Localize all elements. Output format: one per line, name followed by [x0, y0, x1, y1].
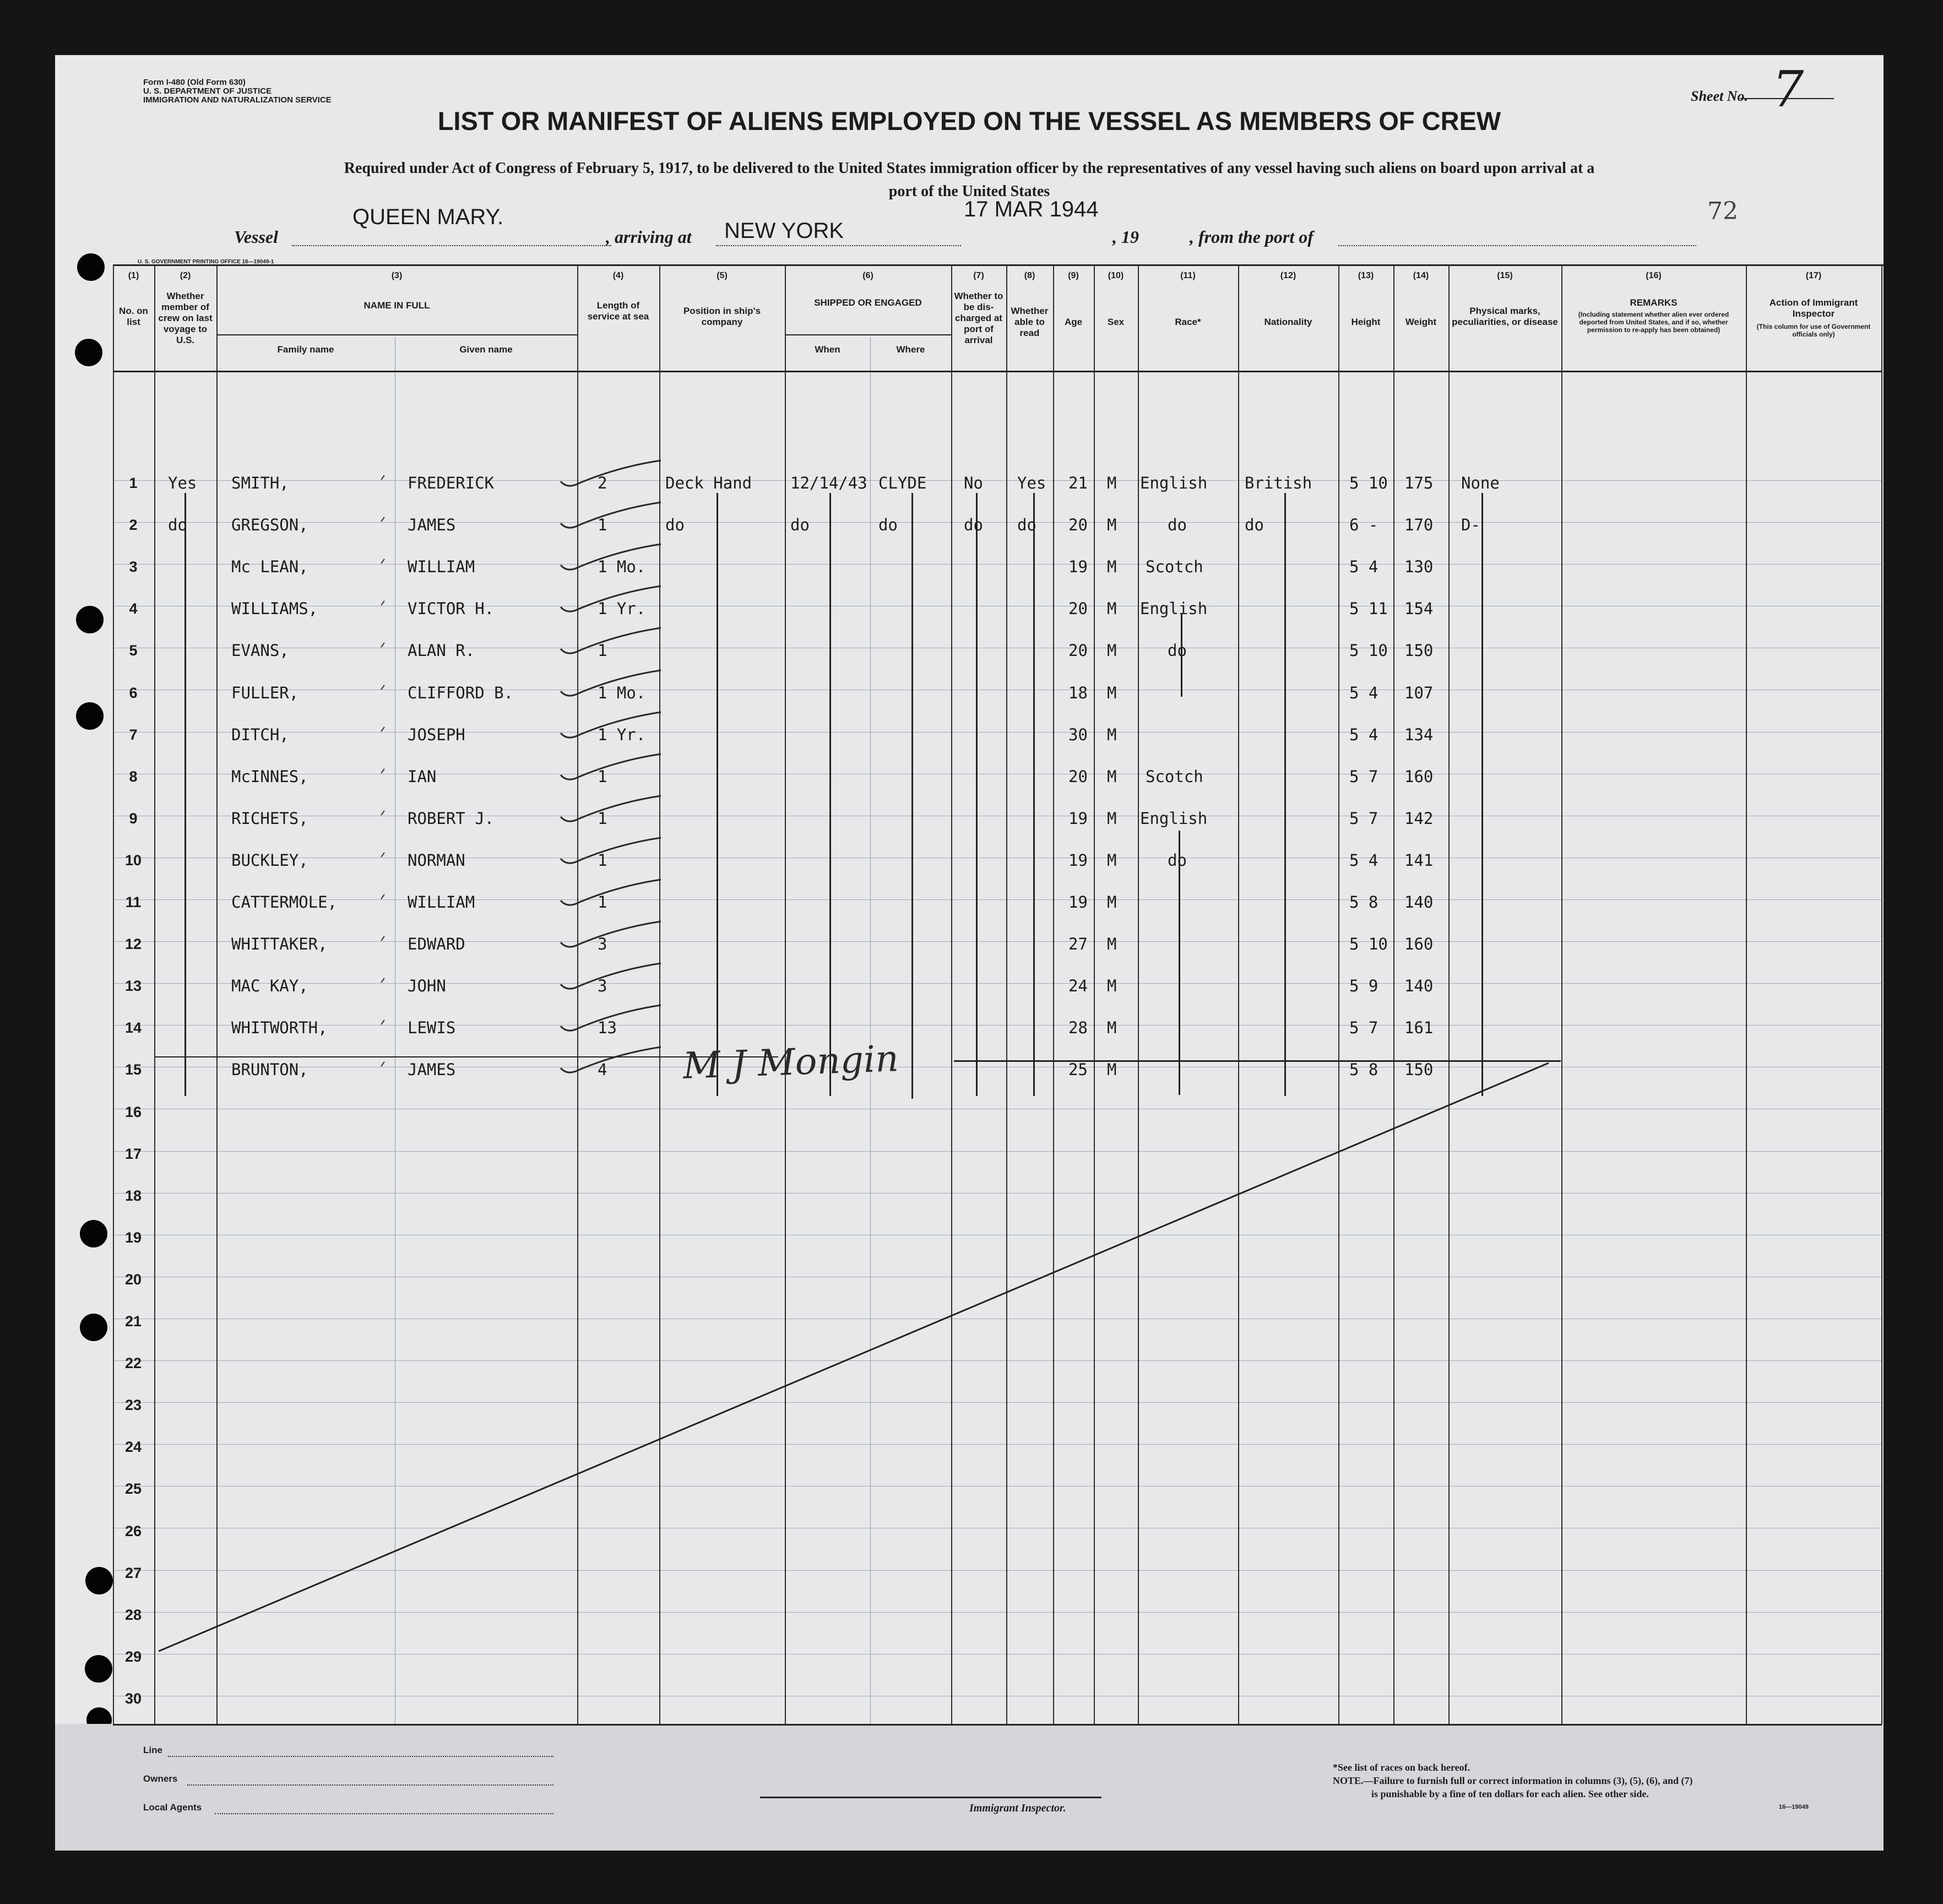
header-race: Race* [1175, 317, 1201, 327]
manifest-sheet [55, 55, 1884, 1851]
cell-race: Scotch [1146, 557, 1203, 576]
department: U. S. DEPARTMENT OF JUSTICE [143, 86, 272, 96]
row-number: 25 [124, 1480, 142, 1497]
row-number: 20 [124, 1271, 142, 1288]
row-number: 28 [124, 1607, 142, 1623]
cell-member: do [168, 516, 187, 534]
header-sex: Sex [1107, 317, 1125, 327]
cell-weight: 160 [1404, 767, 1434, 786]
cell-weight: 134 [1404, 725, 1434, 744]
cell-service: 4 [598, 1060, 607, 1079]
cell-weight: 150 [1404, 641, 1434, 660]
cell-given: JAMES [408, 516, 456, 534]
cell-read: do [1017, 516, 1036, 534]
cell-height: 5 4 [1349, 557, 1378, 576]
cell-sex: M [1107, 893, 1117, 912]
col-number: (12) [1280, 271, 1296, 280]
printer-line: U. S. GOVERNMENT PRINTING OFFICE 16—19049-1 [138, 259, 274, 265]
cell-weight: 107 [1404, 684, 1434, 702]
form-code: 16—19049 [1779, 1804, 1809, 1810]
cell-height: 5 10 [1349, 474, 1388, 492]
cell-age: 19 [1068, 893, 1088, 912]
cell-member: Yes [168, 474, 197, 492]
header-name-in-full: NAME IN FULL [363, 300, 430, 311]
col-number: (1) [128, 271, 139, 280]
cell-given: JOSEPH [408, 725, 465, 744]
cell-given: FREDERICK [408, 474, 495, 492]
cell-given: NORMAN [408, 851, 465, 870]
cell-service: 1 Mo. [598, 557, 646, 576]
note-penalty-1: NOTE.—Failure to furnish full or correct information in columns (3), (5), (6), and (7) [1333, 1775, 1693, 1786]
cell-weight: 150 [1404, 1060, 1434, 1079]
cell-family: EVANS, [231, 641, 289, 660]
cell-given: WILLIAM [408, 893, 475, 912]
row-number: 8 [129, 768, 138, 785]
cell-given: EDWARD [408, 935, 465, 953]
cell-sex: M [1107, 1018, 1117, 1037]
header-whether-member: Whether member of crew on last voyage to U.S. [158, 291, 213, 345]
agents-label: Local Agents [143, 1802, 202, 1813]
header-where: Where [896, 344, 925, 355]
cell-age: 24 [1068, 977, 1088, 995]
cell-race: Scotch [1146, 767, 1203, 786]
cell-family: BRUNTON, [231, 1060, 308, 1079]
cell-family: WHITTAKER, [231, 935, 328, 953]
cell-when: 12/14/43 [790, 474, 867, 492]
cell-height: 5 10 [1349, 935, 1388, 953]
col-number: (7) [973, 271, 984, 280]
cell-weight: 141 [1404, 851, 1434, 870]
vessel-label: Vessel [234, 227, 278, 247]
header-height: Height [1351, 317, 1381, 327]
signature: M J Mongin [682, 1037, 899, 1087]
header-action: Action of Immigrant Inspector [1769, 297, 1858, 319]
row-number: 15 [124, 1061, 142, 1078]
cell-when: do [790, 516, 810, 534]
cell-sex: M [1107, 641, 1117, 660]
cell-family: WHITWORTH, [231, 1018, 328, 1037]
col-number: (14) [1413, 271, 1429, 280]
header-given-name: Given name [459, 344, 513, 355]
cell-given: ALAN R. [408, 641, 475, 660]
row-number: 24 [124, 1439, 142, 1455]
row-number: 21 [124, 1313, 142, 1330]
footer-band [55, 1724, 1884, 1851]
row-number: 1 [129, 475, 138, 491]
header-action-note: (This column for use of Government officials only) [1756, 323, 1871, 338]
cell-age: 20 [1068, 599, 1088, 618]
ref-number: 72 [1707, 197, 1738, 225]
from-port-label: , from the port of [1190, 227, 1314, 247]
col-number: (2) [180, 271, 191, 280]
owners-label: Owners [143, 1773, 178, 1784]
cell-height: 5 4 [1349, 684, 1378, 702]
cell-age: 19 [1068, 851, 1088, 870]
row-number: 2 [129, 517, 138, 533]
cell-sex: M [1107, 725, 1117, 744]
col-number: (11) [1180, 271, 1196, 280]
cell-position: Deck Hand [665, 474, 752, 492]
cell-service: 1 [598, 516, 607, 534]
inspector-signature-line [760, 1797, 1101, 1798]
row-number: 6 [129, 685, 138, 701]
row-number: 3 [129, 558, 138, 575]
cell-sex: M [1107, 851, 1117, 870]
cell-given: JOHN [408, 977, 446, 995]
row-number: 19 [124, 1229, 142, 1246]
row-number: 14 [124, 1019, 142, 1036]
header-when: When [815, 344, 840, 355]
cell-family: DITCH, [231, 725, 289, 744]
vessel-value: QUEEN MARY. [352, 205, 504, 229]
cell-sex: M [1107, 474, 1117, 492]
cell-physical: None [1461, 474, 1500, 492]
cell-discharged: do [964, 516, 983, 534]
row-number: 18 [124, 1187, 142, 1204]
row-number: 12 [124, 936, 142, 952]
cell-service: 1 Yr. [598, 725, 646, 744]
row-number: 10 [124, 852, 142, 869]
page-title: LIST OR MANIFEST OF ALIENS EMPLOYED ON THE VESSEL AS MEMBERS OF CREW [437, 106, 1501, 135]
row-number: 4 [129, 600, 138, 617]
cell-read: Yes [1017, 474, 1046, 492]
cell-service: 3 [598, 977, 607, 995]
col-number: (10) [1108, 271, 1124, 280]
form-id: Form I-480 (Old Form 630) [143, 78, 246, 87]
cell-family: McINNES, [231, 767, 308, 786]
row-number: 22 [124, 1355, 142, 1371]
cell-height: 5 8 [1349, 1060, 1378, 1079]
col-number: (8) [1024, 271, 1035, 280]
cell-position: do [665, 516, 685, 534]
cell-weight: 130 [1404, 557, 1434, 576]
header-remarks-note: (Including statement whether alien ever ordered deported from United States, and if so, whether permission to re-apply has been obtained) [1578, 311, 1729, 334]
col-number: (6) [862, 271, 873, 280]
header-nationality: Nationality [1264, 317, 1312, 327]
cell-height: 5 9 [1349, 977, 1378, 995]
footer-rule [113, 1724, 1882, 1726]
col-number: (4) [612, 271, 624, 280]
header-discharged: Whether to be dis-charged at port of arrival [954, 291, 1003, 345]
col-number: (15) [1497, 271, 1513, 280]
date-stamp: 17 MAR 1944 [964, 197, 1099, 221]
cell-given: LEWIS [408, 1018, 456, 1037]
year-label: , 19 [1112, 227, 1139, 247]
cell-family: MAC KAY, [231, 977, 308, 995]
header-no-on-list: No. on list [119, 306, 148, 327]
cell-height: 5 7 [1349, 809, 1378, 828]
cell-weight: 170 [1404, 516, 1434, 534]
header-family-name: Family name [277, 344, 334, 355]
cell-given: IAN [408, 767, 437, 786]
row-number: 7 [129, 726, 138, 743]
cell-weight: 140 [1404, 977, 1434, 995]
line-field [168, 1756, 553, 1757]
col-number: (16) [1646, 271, 1662, 280]
cell-service: 13 [598, 1018, 617, 1037]
cell-height: 5 4 [1349, 725, 1378, 744]
col-number: (17) [1805, 271, 1822, 280]
cell-weight: 161 [1404, 1018, 1434, 1037]
row-number: 30 [124, 1690, 142, 1707]
cell-age: 25 [1068, 1060, 1088, 1079]
agents-field [215, 1813, 553, 1814]
cell-service: 1 [598, 767, 607, 786]
cell-family: WILLIAMS, [231, 599, 318, 618]
row-number: 11 [125, 894, 142, 910]
cell-nationality: British [1245, 474, 1312, 492]
cell-age: 20 [1068, 516, 1088, 534]
row-number: 26 [124, 1523, 142, 1539]
cell-weight: 154 [1404, 599, 1434, 618]
cell-family: RICHETS, [231, 809, 308, 828]
cell-given: WILLIAM [408, 557, 475, 576]
cell-given: ROBERT J. [408, 809, 495, 828]
cell-discharged: No [964, 474, 983, 492]
header-length-service: Length of service at sea [587, 300, 649, 322]
cell-age: 20 [1068, 767, 1088, 786]
cell-race: English [1140, 809, 1208, 828]
cell-family: BUCKLEY, [231, 851, 308, 870]
cell-service: 1 Yr. [598, 599, 646, 618]
cell-height: 5 7 [1349, 1018, 1378, 1037]
row-number: 9 [129, 810, 138, 827]
cell-nationality: do [1245, 516, 1264, 534]
cell-age: 27 [1068, 935, 1088, 953]
cell-sex: M [1107, 557, 1117, 576]
cell-age: 20 [1068, 641, 1088, 660]
cell-height: 5 7 [1349, 767, 1378, 786]
cell-service: 1 [598, 893, 607, 912]
cell-family: SMITH, [231, 474, 289, 492]
note-penalty-2: is punishable by a fine of ten dollars for each alien. See other side. [1371, 1788, 1649, 1799]
note-races: *See list of races on back hereof. [1333, 1762, 1470, 1773]
subtitle-line1: Required under Act of Congress of February 5, 1917, to be delivered to the United States immigration officer by the representatives of any vessel having such aliens on board upon arrival at a [344, 160, 1595, 177]
cell-service: 1 Mo. [598, 684, 646, 702]
cell-family: FULLER, [231, 684, 299, 702]
cell-sex: M [1107, 516, 1117, 534]
cell-service: 2 [598, 474, 607, 492]
cell-physical: D- [1461, 516, 1480, 534]
cell-weight: 175 [1404, 474, 1434, 492]
inspector-label: Immigrant Inspector. [969, 1802, 1066, 1814]
cell-service: 3 [598, 935, 607, 953]
cell-height: 6 - [1349, 516, 1378, 534]
cell-age: 30 [1068, 725, 1088, 744]
col-number: (3) [391, 271, 403, 280]
col-number: (9) [1068, 271, 1079, 280]
cell-height: 5 10 [1349, 641, 1388, 660]
cell-sex: M [1107, 599, 1117, 618]
cell-given: JAMES [408, 1060, 456, 1079]
arriving-label: , arriving at [606, 227, 692, 247]
service-name: IMMIGRATION AND NATURALIZATION SERVICE [143, 95, 332, 105]
col-number: (13) [1358, 271, 1374, 280]
cell-sex: M [1107, 1060, 1117, 1079]
cell-race: English [1140, 474, 1208, 492]
row-number: 17 [124, 1146, 142, 1162]
header-weight: Weight [1405, 317, 1437, 327]
cell-height: 5 11 [1349, 599, 1388, 618]
cell-age: 19 [1068, 809, 1088, 828]
cell-weight: 142 [1404, 809, 1434, 828]
cell-given: VICTOR H. [408, 599, 495, 618]
cell-weight: 160 [1404, 935, 1434, 953]
cell-family: CATTERMOLE, [231, 893, 338, 912]
cell-race: do [1168, 516, 1187, 534]
cell-family: GREGSON, [231, 516, 308, 534]
header-able-to-read: Whether able to read [1011, 306, 1049, 338]
cell-sex: M [1107, 935, 1117, 953]
cell-service: 1 [598, 851, 607, 870]
row-number: 23 [124, 1397, 142, 1413]
cell-sex: M [1107, 767, 1117, 786]
header-position: Position in ship's company [683, 306, 761, 327]
header-shipped-engaged: SHIPPED OR ENGAGED [814, 297, 922, 308]
row-number: 13 [124, 978, 142, 994]
cell-race: English [1140, 599, 1208, 618]
col-number: (5) [717, 271, 728, 280]
cell-height: 5 4 [1349, 851, 1378, 870]
cell-age: 18 [1068, 684, 1088, 702]
header-physical: Physical marks, peculiarities, or disease [1452, 306, 1558, 327]
row-number: 5 [129, 642, 138, 659]
cell-where: CLYDE [878, 474, 927, 492]
cell-service: 1 [598, 809, 607, 828]
cell-age: 28 [1068, 1018, 1088, 1037]
owners-field [187, 1784, 553, 1786]
line-label: Line [143, 1745, 162, 1755]
sheet-label: Sheet No. [1691, 88, 1748, 104]
cell-race: do [1168, 851, 1187, 870]
strike-through-line [55, 55, 1884, 1851]
arriving-value: NEW YORK [724, 219, 844, 243]
row-number: 29 [124, 1648, 142, 1665]
cell-sex: M [1107, 977, 1117, 995]
row-number: 27 [124, 1565, 142, 1581]
cell-service: 1 [598, 641, 607, 660]
sheet-number: 7 [1772, 61, 1804, 118]
cell-weight: 140 [1404, 893, 1434, 912]
cell-family: Mc LEAN, [231, 557, 308, 576]
cell-height: 5 8 [1349, 893, 1378, 912]
row-number: 16 [124, 1104, 142, 1120]
cell-sex: M [1107, 684, 1117, 702]
cell-age: 19 [1068, 557, 1088, 576]
header-age: Age [1064, 317, 1083, 327]
cell-where: do [878, 516, 898, 534]
cell-age: 21 [1068, 474, 1088, 492]
cell-given: CLIFFORD B. [408, 684, 514, 702]
cell-race: do [1168, 641, 1187, 660]
subtitle-line2: port of the United States [888, 183, 1050, 200]
cell-sex: M [1107, 809, 1117, 828]
header-remarks: REMARKS [1630, 297, 1678, 308]
